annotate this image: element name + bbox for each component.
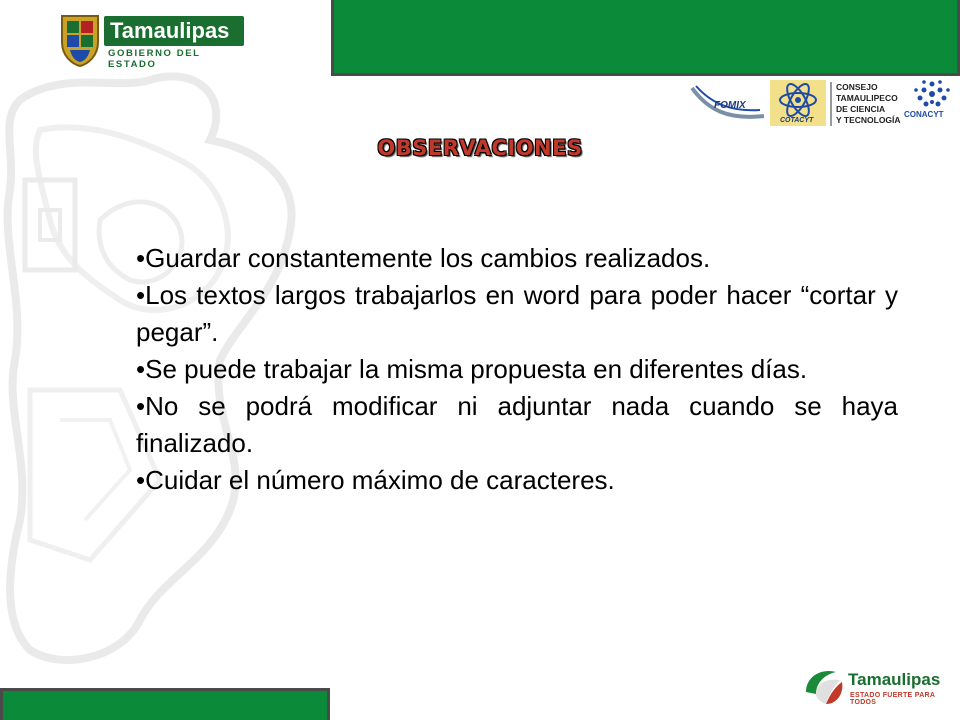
brand-name: Tamaulipas xyxy=(104,16,244,46)
fomix-label: FOMIX xyxy=(714,100,746,111)
conacyt-globe-icon xyxy=(908,76,956,132)
slide-title: OBSERVACIONES xyxy=(377,136,583,160)
conacyt-label: CONACYT xyxy=(904,110,944,119)
tamaulipas-government-logo xyxy=(58,12,246,68)
tamaulipas-swirl-icon xyxy=(800,662,848,710)
header-banner xyxy=(331,0,960,76)
observations-list xyxy=(136,240,898,499)
coat-of-arms-icon xyxy=(58,12,102,68)
tamaulipas-footer-logo xyxy=(800,662,950,714)
footer-brand-name: Tamaulipas xyxy=(848,670,941,689)
fomix-logo xyxy=(688,80,768,124)
consejo-label: CONSEJO TAMAULIPECO DE CIENCIA Y TECNOLOGÍA xyxy=(830,82,901,126)
list-item: •Cuidar el número máximo de caracteres. xyxy=(136,465,615,495)
cotacyt-label: COTACYT xyxy=(780,117,814,124)
partner-logos xyxy=(680,76,960,132)
list-item: •No se podrá modificar ni adjuntar nada cuando se haya finalizado. xyxy=(136,391,898,458)
list-item: •Guardar constantemente los cambios realizados. xyxy=(136,243,711,273)
brand-subtitle: GOBIERNO DEL ESTADO xyxy=(108,48,201,70)
footer-banner xyxy=(0,688,330,720)
list-item: •Se puede trabajar la misma propuesta en diferentes días. xyxy=(136,354,808,384)
list-item: •Los textos largos trabajarlos en word para poder hacer “cortar y pegar”. xyxy=(136,280,898,347)
cotacyt-atom-icon xyxy=(768,78,828,128)
footer-tagline: ESTADO FUERTE PARA TODOS xyxy=(850,692,935,706)
